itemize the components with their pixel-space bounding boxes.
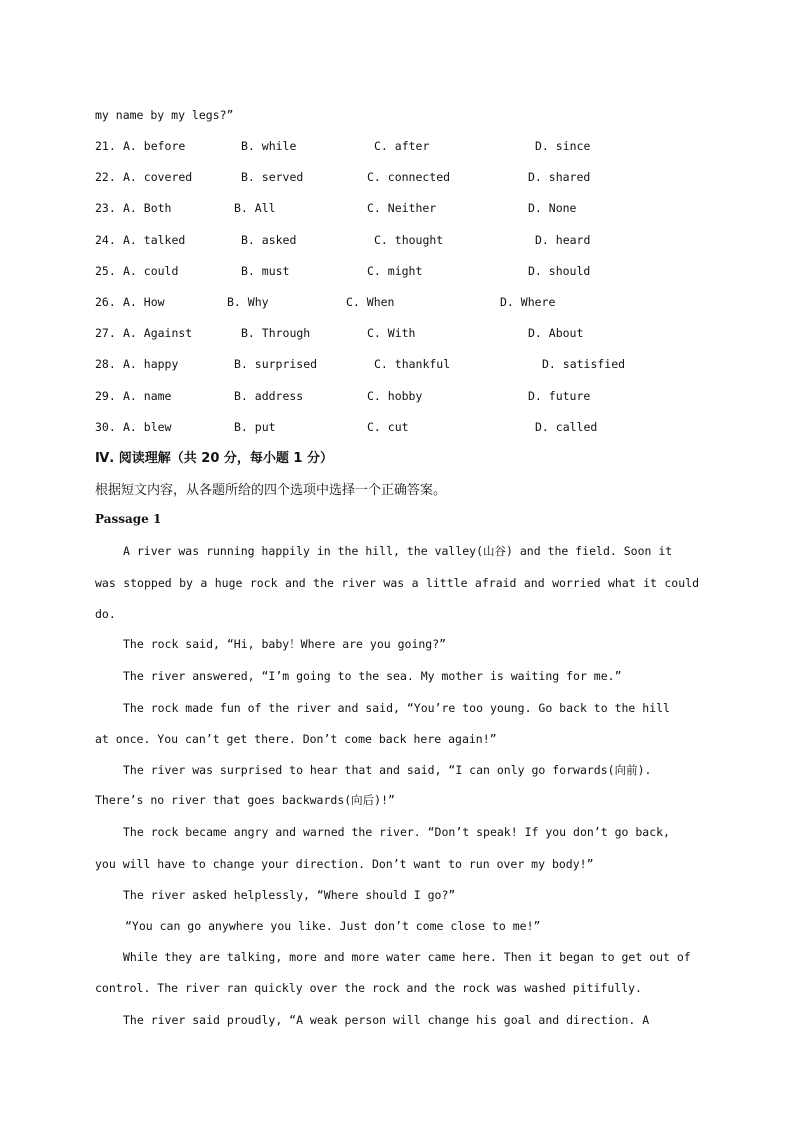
question-number: 22. — [95, 170, 116, 184]
question-row — [95, 357, 715, 373]
option-d: D. should — [528, 264, 591, 278]
option-b: B. asked — [241, 233, 297, 247]
question-number: 26. — [95, 295, 116, 309]
passage-line: A river was running happily in the hill, the valley(山谷) and the field. Soon it — [123, 544, 673, 558]
option-d: D. since — [535, 139, 591, 153]
passage-line: you will have to change your direction. Don’t want to run over my body!” — [95, 857, 594, 871]
option-c: C. thought — [374, 233, 444, 247]
lead-line: my name by my legs?” — [95, 108, 234, 122]
passage-line: was stopped by a huge rock and the river was a little afraid and worried what it could — [95, 576, 699, 590]
passage-line: The river was surprised to hear that and said, “I can only go forwards(向前). — [123, 763, 652, 777]
question-number: 28. — [95, 357, 116, 371]
passage-line: do. — [95, 607, 116, 621]
option-c: C. Neither — [367, 201, 437, 215]
question-number: 23. — [95, 201, 116, 215]
option-a: A. before — [123, 139, 186, 153]
option-d: D. called — [535, 420, 598, 434]
passage-line: The rock became angry and warned the river. “Don’t speak! If you don’t go back, — [123, 825, 670, 839]
question-number: 21. — [95, 139, 116, 153]
option-a: A. How — [123, 295, 165, 309]
question-row — [95, 389, 715, 405]
option-c: C. When — [346, 295, 395, 309]
option-b: B. must — [241, 264, 290, 278]
option-b: B. address — [234, 389, 304, 403]
option-c: C. hobby — [367, 389, 423, 403]
option-d: D. Where — [500, 295, 556, 309]
option-a: A. name — [123, 389, 172, 403]
option-c: C. connected — [367, 170, 451, 184]
option-a: A. happy — [123, 357, 179, 371]
option-c: C. cut — [367, 420, 409, 434]
passage-line: The river answered, “I’m going to the sea. My mother is waiting for me.” — [123, 669, 622, 683]
question-number: 30. — [95, 420, 116, 434]
passage-line: The river asked helplessly, “Where should I go?” — [123, 888, 456, 902]
section-title: Ⅳ. 阅读理解（共 20 分，每小题 1 分） — [95, 451, 333, 466]
option-c: C. thankful — [374, 357, 451, 371]
option-c: C. With — [367, 326, 416, 340]
option-c: C. after — [374, 139, 430, 153]
option-a: A. talked — [123, 233, 186, 247]
section-instruction: 根据短文内容，从各题所给的四个选项中选择一个正确答案。 — [95, 483, 447, 498]
option-d: D. satisfied — [542, 357, 626, 371]
question-row — [95, 326, 715, 342]
passage-line: The rock said, “Hi, baby！Where are you going?” — [123, 637, 447, 651]
option-b: B. Why — [227, 295, 269, 309]
option-d: D. shared — [528, 170, 591, 184]
option-b: B. while — [241, 139, 297, 153]
question-row — [95, 170, 715, 186]
question-row — [95, 139, 715, 155]
option-d: D. future — [528, 389, 591, 403]
option-d: D. heard — [535, 233, 591, 247]
passage-line: control. The river ran quickly over the rock and the rock was washed pitifully. — [95, 981, 642, 995]
option-c: C. might — [367, 264, 423, 278]
question-number: 29. — [95, 389, 116, 403]
question-row — [95, 295, 715, 311]
question-number: 27. — [95, 326, 116, 340]
question-row — [95, 264, 715, 280]
option-d: D. None — [528, 201, 577, 215]
option-d: D. About — [528, 326, 584, 340]
passage-line: at once. You can’t get there. Don’t come back here again!” — [95, 732, 497, 746]
option-b: B. All — [234, 201, 276, 215]
option-b: B. served — [241, 170, 304, 184]
option-a: A. blew — [123, 420, 172, 434]
option-a: A. Both — [123, 201, 172, 215]
option-a: A. Against — [123, 326, 193, 340]
question-number: 25. — [95, 264, 116, 278]
question-row — [95, 201, 715, 217]
question-number: 24. — [95, 233, 116, 247]
passage-line: The river said proudly, “A weak person will change his goal and direction. A — [123, 1013, 650, 1027]
option-b: B. surprised — [234, 357, 318, 371]
passage-line: While they are talking, more and more water came here. Then it began to get out of — [123, 950, 691, 964]
passage-line: There’s no river that goes backwards(向后)!” — [95, 793, 395, 807]
passage-title: Passage 1 — [95, 512, 162, 526]
question-row — [95, 420, 715, 436]
passage-line: “You can go anywhere you like. Just don’t come close to me!” — [125, 919, 541, 933]
option-a: A. covered — [123, 170, 193, 184]
option-b: B. put — [234, 420, 276, 434]
option-b: B. Through — [241, 326, 311, 340]
question-row — [95, 233, 715, 249]
option-a: A. could — [123, 264, 179, 278]
passage-line: The rock made fun of the river and said, “You’re too young. Go back to the hill — [123, 701, 670, 715]
